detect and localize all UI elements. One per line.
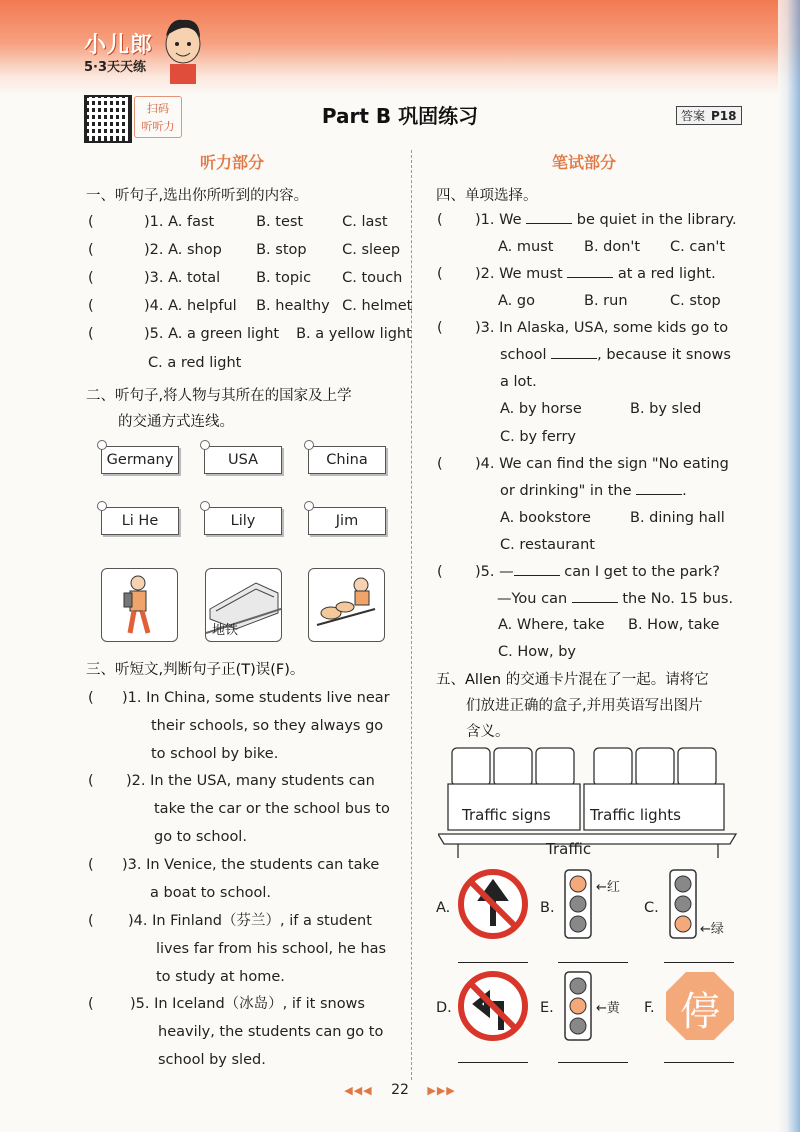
answer-paren[interactable]: (	[88, 214, 94, 230]
sentence-text: We	[499, 212, 522, 228]
item-number: )5.	[130, 996, 150, 1012]
statement-text: their schools, so they always go	[151, 718, 384, 734]
q4-item-2	[437, 264, 716, 284]
q2-heading-2: 的交通方式连线。	[118, 414, 234, 430]
statement-text: to study at home.	[156, 969, 285, 985]
yellow-label: ←黄	[596, 1001, 620, 1016]
statement-text: In Finland（芬兰）, if a student	[152, 913, 372, 929]
q1-item-4	[88, 296, 412, 316]
q5-heading-3: 含义。	[466, 724, 510, 740]
card-label: China	[326, 452, 368, 468]
option-a: A. by horse	[500, 401, 582, 417]
fill-blank[interactable]	[551, 358, 597, 359]
statement-text: to school by bike.	[151, 746, 279, 762]
sentence-text: We must	[499, 266, 563, 282]
q4-item-3-options	[500, 399, 701, 419]
green-light-icon[interactable]	[668, 868, 698, 940]
person-card-lily[interactable]	[204, 507, 282, 535]
q1-item-5	[88, 324, 412, 344]
sentence-text: We can find the sign "No eating	[499, 456, 729, 472]
fill-blank[interactable]	[636, 494, 682, 495]
q4-item-2-options	[498, 291, 721, 311]
sentence-text: —You can	[497, 591, 568, 607]
item-number: )4.	[128, 913, 148, 929]
q3-item-3	[88, 851, 379, 907]
statement-text: a boat to school.	[150, 885, 272, 901]
answer-paren[interactable]: (	[88, 242, 94, 258]
answer-paren[interactable]: (	[88, 690, 94, 706]
statement-text: take the car or the school bus to	[154, 801, 390, 817]
walking-boy-icon	[102, 569, 177, 641]
pin-icon	[97, 501, 107, 511]
option-c: C. sleep	[342, 242, 401, 258]
red-label: ←红	[596, 880, 620, 895]
item-number: )1.	[475, 212, 495, 228]
next-arrows-icon: ▶▶▶	[427, 1084, 456, 1097]
sentence-text: be quiet in the library.	[576, 212, 737, 228]
column-divider	[411, 150, 412, 1080]
fill-blank[interactable]	[514, 575, 560, 576]
card-label: Lily	[230, 513, 256, 529]
answer-label: 答案	[681, 109, 706, 123]
answer-paren[interactable]: (	[88, 857, 94, 873]
item-number: )1.	[144, 214, 164, 230]
subway-label: 地铁	[212, 623, 239, 638]
option-b: B. test	[256, 214, 304, 230]
statement-text: school by sled.	[158, 1052, 266, 1068]
cartoon-boy-icon	[160, 14, 206, 84]
q4-item-5	[437, 562, 720, 582]
yellow-light-icon[interactable]	[563, 970, 593, 1042]
answer-badge	[676, 106, 742, 125]
option-b: B. run	[584, 293, 628, 309]
statement-text: In the USA, many students can	[150, 773, 375, 789]
option-b: B. a yellow light	[296, 326, 412, 342]
country-card-china[interactable]	[308, 446, 386, 474]
logo-title: 小儿郎	[84, 33, 154, 58]
person-card-jim[interactable]	[308, 507, 386, 535]
scan-label: 扫码	[147, 102, 169, 115]
option-a: A. shop	[168, 242, 222, 258]
option-a: A. must	[498, 239, 554, 255]
q1-item-1	[88, 212, 388, 232]
pin-icon	[97, 440, 107, 450]
item-number: )5.	[144, 326, 164, 342]
label-a: A.	[436, 900, 451, 916]
item-number: )4.	[475, 456, 495, 472]
option-c: C. can't	[670, 239, 726, 255]
answer-line-b[interactable]	[558, 962, 628, 963]
page-edge	[778, 0, 800, 1132]
listening-section-title: 听力部分	[200, 153, 265, 172]
walking-picture[interactable]	[101, 568, 178, 642]
answer-paren[interactable]: (	[437, 266, 443, 282]
label-c: C.	[644, 900, 659, 916]
option-c: C. restaurant	[500, 537, 595, 553]
sled-picture[interactable]	[308, 568, 385, 642]
q3-item-2	[88, 767, 390, 851]
q4-heading: 四、单项选择。	[436, 188, 538, 204]
statement-text: In Venice, the students can take	[146, 857, 380, 873]
option-a: A. a green light	[168, 326, 280, 342]
answer-line-a[interactable]	[458, 962, 528, 963]
fill-blank[interactable]	[526, 223, 572, 224]
answer-paren[interactable]: (	[437, 212, 443, 228]
person-card-li-he[interactable]	[101, 507, 179, 535]
option-c: C. How, by	[498, 644, 576, 660]
q4-item-4-line2	[500, 481, 687, 501]
q4-item-5-options	[498, 615, 719, 635]
option-b: B. don't	[584, 239, 641, 255]
q3-heading: 三、听短文,判断句子正(T)误(F)。	[86, 662, 305, 678]
answer-paren[interactable]: (	[88, 270, 94, 286]
option-a: A. go	[498, 293, 535, 309]
label-e: E.	[540, 1000, 554, 1016]
item-number: )5.	[475, 564, 495, 580]
statement-text: heavily, the students can go to	[158, 1024, 384, 1040]
no-straight-sign-icon[interactable]	[457, 868, 529, 940]
page-footer	[0, 1082, 800, 1098]
option-a: A. Where, take	[498, 617, 605, 633]
sentence-text: .	[682, 483, 687, 499]
answer-paren[interactable]: (	[437, 320, 443, 336]
answer-paren[interactable]: (	[88, 996, 94, 1012]
item-number: )3.	[144, 270, 164, 286]
q3-item-1	[88, 684, 390, 768]
card-label: USA	[227, 452, 258, 468]
q5-heading-2: 们放进正确的盒子,并用英语写出图片	[466, 698, 703, 714]
item-number: )1.	[122, 690, 142, 706]
card-label: Germany	[106, 452, 174, 468]
q4-item-3-line3: a lot.	[500, 374, 537, 390]
option-c: C. helmet	[342, 298, 413, 314]
option-a: A. helpful	[168, 298, 237, 314]
logo-subtitle: 5·3天天练	[84, 60, 147, 75]
q3-item-4	[88, 907, 386, 991]
option-a: A. fast	[168, 214, 215, 230]
answer-paren[interactable]: (	[88, 773, 94, 789]
statement-text: lives far from his school, he has	[156, 941, 387, 957]
q3-item-5	[88, 990, 383, 1074]
q5-heading-1: 五、Allen 的交通卡片混在了一起。请将它	[436, 672, 709, 688]
traffic-label: Traffic	[546, 840, 592, 858]
pin-icon	[304, 440, 314, 450]
pin-icon	[200, 440, 210, 450]
sentence-text: can I get to the park?	[564, 564, 720, 580]
no-left-turn-sign-icon[interactable]	[457, 970, 529, 1042]
answer-line-c[interactable]	[664, 962, 734, 963]
q2-heading-1: 二、听句子,将人物与其所在的国家及上学	[86, 388, 352, 404]
q4-item-3	[437, 318, 728, 338]
fill-blank[interactable]	[572, 602, 618, 603]
card-label: Li He	[121, 513, 159, 529]
answer-line-d[interactable]	[458, 1062, 528, 1063]
stop-sign-char: 停	[680, 989, 720, 1035]
page-number: 22	[391, 1082, 409, 1098]
q4-item-1	[437, 210, 737, 230]
item-number: )2.	[144, 242, 164, 258]
green-label: ←绿	[700, 922, 724, 937]
option-b: B. How, take	[628, 617, 720, 633]
traffic-lights-box-label: Traffic lights	[590, 806, 681, 824]
fill-blank[interactable]	[567, 277, 613, 278]
option-b: B. stop	[256, 242, 307, 258]
label-b: B.	[540, 900, 555, 916]
option-a: A. total	[168, 270, 221, 286]
option-a: A. bookstore	[500, 510, 591, 526]
item-number: )4.	[144, 298, 164, 314]
option-b: B. dining hall	[630, 510, 725, 526]
sentence-text: In Alaska, USA, some kids go to	[499, 320, 729, 336]
q4-item-5-line2	[497, 589, 733, 609]
q1-item-3	[88, 268, 402, 288]
option-b: B. topic	[256, 270, 312, 286]
card-label: Jim	[335, 513, 359, 529]
sentence-text: , because it snows	[597, 347, 731, 363]
sentence-text: at a red light.	[617, 266, 716, 282]
dog-sled-icon	[309, 569, 384, 641]
label-d: D.	[436, 1000, 452, 1016]
label-f: F.	[644, 1000, 655, 1016]
pin-icon	[200, 501, 210, 511]
option-c: C. stop	[670, 293, 721, 309]
item-number: )3.	[122, 857, 142, 873]
statement-text: go to school.	[154, 829, 247, 845]
sentence-text: —	[499, 564, 514, 580]
page-title: Part B 巩固练习	[321, 104, 479, 128]
statement-text: In Iceland（冰岛）, if it snows	[154, 996, 365, 1012]
listen-label: 听听力	[141, 120, 175, 133]
answer-paren[interactable]: (	[88, 298, 94, 314]
prev-arrows-icon: ◀◀◀	[344, 1084, 373, 1097]
q1-heading: 一、听句子,选出你所听到的内容。	[86, 188, 309, 204]
answer-line-f[interactable]	[664, 1062, 734, 1063]
q4-item-4	[437, 454, 729, 474]
country-card-usa[interactable]	[204, 446, 282, 474]
answer-paren[interactable]: (	[88, 326, 94, 342]
answer-line-e[interactable]	[558, 1062, 628, 1063]
sentence-text: school	[500, 347, 547, 363]
option-b: B. healthy	[256, 298, 330, 314]
sentence-text: or drinking" in the	[500, 483, 632, 499]
option-b: B. by sled	[630, 401, 702, 417]
answer-page: P18	[711, 109, 737, 123]
option-c: C. last	[342, 214, 388, 230]
red-light-icon[interactable]	[563, 868, 593, 940]
sentence-text: the No. 15 bus.	[622, 591, 734, 607]
answer-paren[interactable]: (	[437, 564, 443, 580]
answer-paren[interactable]: (	[88, 913, 94, 929]
option-c: C. by ferry	[500, 429, 577, 445]
q4-item-3-line2	[500, 345, 731, 365]
q1-item-2	[88, 240, 400, 260]
item-number: )2.	[126, 773, 146, 789]
item-number: )2.	[475, 266, 495, 282]
statement-text: In China, some students live near	[146, 690, 390, 706]
item-number: )3.	[475, 320, 495, 336]
subway-picture[interactable]	[205, 568, 282, 642]
answer-paren[interactable]: (	[437, 456, 443, 472]
pin-icon	[304, 501, 314, 511]
option-c: C. touch	[342, 270, 403, 286]
country-card-germany[interactable]	[101, 446, 179, 474]
option-c: C. a red light	[148, 355, 242, 371]
q4-item-1-options	[498, 237, 725, 257]
traffic-signs-box-label: Traffic signs	[462, 806, 551, 824]
writing-section-title: 笔试部分	[552, 153, 617, 172]
q4-item-4-options	[500, 508, 725, 528]
